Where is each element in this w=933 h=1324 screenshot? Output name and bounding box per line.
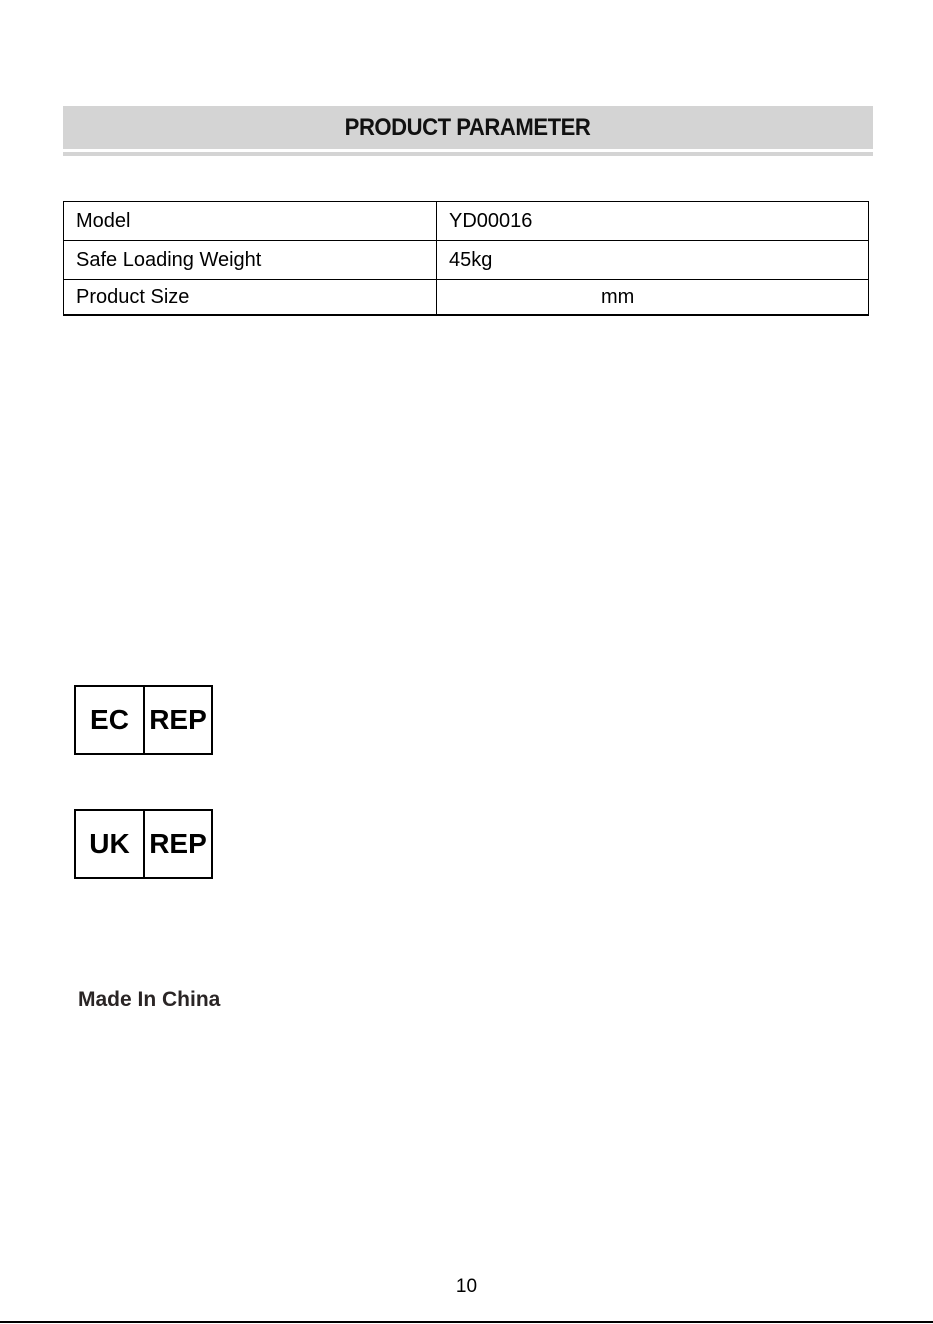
param-label-model: Model bbox=[64, 202, 437, 241]
section-title: PRODUCT PARAMETER bbox=[345, 113, 591, 141]
uk-rep-left: UK bbox=[76, 811, 145, 877]
param-value-size-cell bbox=[437, 280, 869, 316]
table-row bbox=[64, 202, 869, 241]
ec-rep-left: EC bbox=[76, 687, 145, 753]
param-label-weight: Safe Loading Weight bbox=[64, 241, 437, 280]
table-row bbox=[64, 241, 869, 280]
header-rule bbox=[63, 152, 873, 156]
param-label-size: Product Size bbox=[64, 280, 437, 316]
ec-rep-right: REP bbox=[149, 704, 207, 735]
bottom-rule bbox=[0, 1321, 933, 1323]
ec-rep-symbol bbox=[74, 685, 213, 755]
uk-rep-symbol bbox=[74, 809, 213, 879]
page-number: 10 bbox=[455, 1276, 478, 1297]
table-row bbox=[64, 280, 869, 316]
param-value-weight: 45kg bbox=[437, 241, 869, 280]
param-value-size: mm bbox=[601, 285, 635, 308]
section-header bbox=[63, 106, 873, 149]
param-value-model: YD00016 bbox=[437, 202, 869, 241]
parameter-table bbox=[63, 201, 869, 316]
uk-rep-right: REP bbox=[149, 828, 207, 859]
origin-label: Made In China bbox=[78, 988, 221, 1011]
